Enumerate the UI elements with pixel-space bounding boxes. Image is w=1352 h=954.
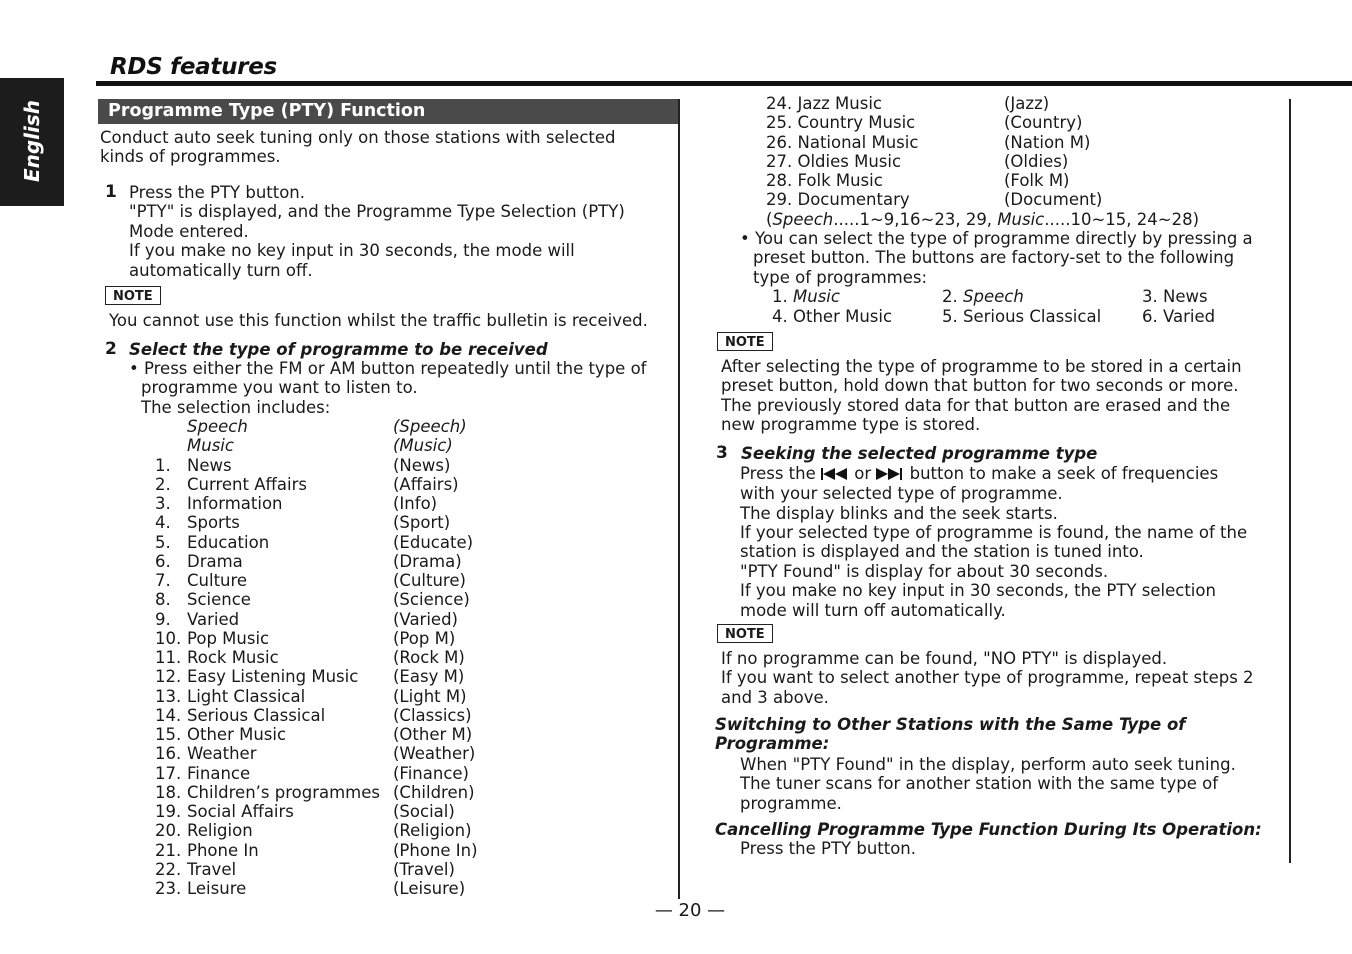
programme-number: 15. <box>155 725 182 744</box>
intro-text: Conduct auto seek tuning only on those stations with selected kinds of programmes. <box>100 128 616 167</box>
programme-abbreviation: (Phone In) <box>393 840 478 860</box>
programme-number: 8. <box>155 590 171 610</box>
programme-name: 25. Country Music <box>766 113 916 133</box>
programme-list-item <box>155 860 515 879</box>
programme-number: 5. <box>155 532 171 552</box>
programme-abbreviation: (Rock M) <box>393 648 465 667</box>
programme-abbreviation: (Travel) <box>393 859 455 879</box>
programme-abbreviation: (Religion) <box>393 821 472 841</box>
note-1-text: You cannot use this function whilst the traffic bulletin is received. <box>109 311 648 330</box>
programme-name: Travel <box>187 859 237 879</box>
next-track-icon <box>876 465 904 484</box>
programme-abbreviation: (Jazz) <box>1004 94 1050 113</box>
right-margin-rule <box>1289 99 1291 863</box>
note-badge-2: NOTE <box>717 332 773 351</box>
programme-abbreviation: (Nation M) <box>1004 132 1091 152</box>
programme-abbreviation: (Social) <box>393 802 455 821</box>
programme-abbreviation: (Science) <box>393 590 470 610</box>
programme-abbreviation: (Info) <box>393 494 438 513</box>
programme-abbreviation: (Light M) <box>393 686 467 706</box>
programme-name: Varied <box>187 609 240 629</box>
programme-abbreviation: (Other M) <box>393 725 473 744</box>
programme-number: 23. <box>155 879 182 898</box>
programme-name: Sports <box>187 513 240 533</box>
programme-list-item <box>155 783 515 802</box>
programme-list-item <box>155 821 515 840</box>
programme-list-item <box>155 417 515 436</box>
programme-name: Weather <box>187 744 257 764</box>
page-number: — 20 — <box>654 900 726 921</box>
programme-name: 26. National Music <box>766 132 919 152</box>
preset-item <box>772 307 892 326</box>
preset-label: Serious Classical <box>963 307 1102 326</box>
note-2-text: After selecting the type of programme to be stored in a certain preset button, hold down that button for two seconds or more. The previously stored data for that button are erased and the new programme type is stored. <box>721 357 1242 435</box>
cancelling-text: Press the PTY button. <box>740 839 917 858</box>
programme-list-item <box>155 879 515 898</box>
programme-abbreviation: (Pop M) <box>393 628 456 648</box>
programme-list-item <box>155 764 515 783</box>
programme-number: 3. <box>155 494 171 513</box>
column-divider <box>678 99 680 899</box>
programme-abbreviation: (Speech) <box>393 417 467 436</box>
programme-number: 7. <box>155 571 171 590</box>
programme-abbreviation: (News) <box>393 455 451 475</box>
programme-list-item <box>155 744 515 763</box>
programme-list-item <box>155 552 515 571</box>
preset-number: 4. <box>772 307 793 326</box>
programme-number: 9. <box>155 609 171 629</box>
programme-abbreviation: (Sport) <box>393 513 451 533</box>
programme-list-item <box>766 171 1126 190</box>
programme-name: Easy Listening Music <box>187 667 359 687</box>
programme-name: Culture <box>187 571 248 590</box>
programme-list-item <box>155 841 515 860</box>
programme-name: Leisure <box>187 879 247 898</box>
programme-abbreviation: (Finance) <box>393 763 469 783</box>
programme-list-item <box>155 571 515 590</box>
preset-label: Music <box>793 287 840 306</box>
note-badge-3: NOTE <box>717 624 773 643</box>
programme-name: Phone In <box>187 840 259 860</box>
programme-abbreviation: (Country) <box>1004 113 1083 133</box>
programme-number: 12. <box>155 667 182 687</box>
programme-list-item <box>766 113 1126 132</box>
programme-abbreviation: (Classics) <box>393 705 472 725</box>
programme-list-item <box>766 190 1126 209</box>
preset-row <box>772 307 1252 327</box>
step-3-number: 3 <box>716 443 728 463</box>
programme-list-item <box>155 610 515 629</box>
programme-number: 14. <box>155 705 182 725</box>
programme-list-item <box>766 133 1126 152</box>
programme-abbreviation: (Children) <box>393 782 475 802</box>
programme-name: 29. Documentary <box>766 190 910 210</box>
preset-number: 6. <box>1142 307 1163 326</box>
preset-label: Varied <box>1163 307 1216 326</box>
programme-abbreviation: (Drama) <box>393 551 462 571</box>
programme-list-item <box>155 667 515 686</box>
step-3-heading: Seeking the selected programme type <box>741 444 1098 463</box>
programme-list-item <box>155 648 515 667</box>
programme-name: Music <box>187 436 234 456</box>
preset-item <box>1142 307 1215 326</box>
programme-list-item <box>766 152 1126 171</box>
note-3-text: If no programme can be found, "NO PTY" is displayed. If you want to select another type of programme, repeat steps 2 and 3 above. <box>721 649 1254 707</box>
programme-abbreviation: (Leisure) <box>393 879 466 898</box>
step-1-text: Press the PTY button. "PTY" is displayed, and the Programme Type Selection (PTY) Mode entered. If you make no key input in 30 seconds, the mode will automatically turn off. <box>129 183 625 280</box>
programme-name: Speech <box>187 417 248 436</box>
preset-item <box>942 307 1101 326</box>
programme-type-list <box>155 417 515 898</box>
step-2-number: 2 <box>105 339 117 359</box>
cancelling-heading: Cancelling Programme Type Function During Its Operation: <box>715 820 1262 839</box>
step-3-text: Press the or button to make a seek of frequencies with your selected type of programme. The display blinks and the seek starts. If your selected type of programme is found, the name of the station is displayed and the station is tuned into. "PTY Found" is display for about 30 seconds. If you make no key input in 30 seconds, the PTY selection mode will turn off automatically. <box>740 464 1248 620</box>
programme-number: 21. <box>155 840 182 860</box>
programme-name: Drama <box>187 551 243 571</box>
programme-number: 17. <box>155 763 182 783</box>
programme-abbreviation: (Document) <box>1004 190 1103 210</box>
programme-name: Science <box>187 590 251 610</box>
page-title: RDS features <box>110 54 277 80</box>
switching-text: When "PTY Found" in the display, perform auto seek tuning. The tuner scans for another station with the same type of programme. <box>740 755 1236 813</box>
programme-number: 10. <box>155 628 182 648</box>
programme-list-item <box>155 725 515 744</box>
programme-list-item <box>155 802 515 821</box>
preset-label: Other Music <box>793 307 893 326</box>
programme-name: Serious Classical <box>187 705 326 725</box>
preset-bullet: • You can select the type of programme directly by pressing a preset button. The buttons are factory-set to the following type of programmes: <box>740 229 1253 287</box>
programme-abbreviation: (Affairs) <box>393 474 459 494</box>
programme-name: Finance <box>187 763 251 783</box>
step-2-heading: Select the type of programme to be received <box>129 340 548 359</box>
programme-number: 19. <box>155 802 182 821</box>
programme-name: Light Classical <box>187 686 306 706</box>
programme-number: 13. <box>155 686 182 706</box>
preset-label: News <box>1163 287 1208 306</box>
preset-list <box>772 287 1252 327</box>
programme-name: Social Affairs <box>187 802 294 821</box>
programme-number: 20. <box>155 821 182 841</box>
preset-row <box>772 287 1252 307</box>
programme-list-item <box>155 494 515 513</box>
programme-abbreviation: (Varied) <box>393 609 458 629</box>
preset-number: 2. <box>942 287 963 306</box>
programme-list-item <box>155 590 515 609</box>
programme-name: Information <box>187 494 283 513</box>
section-heading: Programme Type (PTY) Function <box>98 99 678 124</box>
programme-abbreviation: (Weather) <box>393 744 476 764</box>
preset-label: Speech <box>963 287 1024 306</box>
programme-abbreviation: (Music) <box>393 436 453 456</box>
programme-name: Pop Music <box>187 628 270 648</box>
programme-name: Education <box>187 532 270 552</box>
programme-number: 22. <box>155 859 182 879</box>
preset-item <box>1142 287 1208 306</box>
speech-music-range: (Speech.....1~9,16~23, 29, Music.....10~15, 24~28) <box>766 210 1200 229</box>
programme-name: Children’s programmes <box>187 782 380 802</box>
note-badge-1: NOTE <box>105 286 161 305</box>
programme-list-item <box>155 513 515 532</box>
programme-name: 28. Folk Music <box>766 171 883 190</box>
programme-list-item <box>155 629 515 648</box>
preset-number: 3. <box>1142 287 1163 306</box>
programme-list-item <box>155 456 515 475</box>
previous-track-icon <box>821 465 849 484</box>
preset-item <box>772 287 840 306</box>
language-tab-label: English <box>20 99 44 183</box>
programme-abbreviation: (Oldies) <box>1004 151 1069 171</box>
programme-list-item <box>155 436 515 455</box>
programme-list-item <box>155 706 515 725</box>
programme-number: 6. <box>155 551 171 571</box>
programme-name: Rock Music <box>187 648 279 667</box>
programme-name: Other Music <box>187 725 287 744</box>
programme-name: Current Affairs <box>187 474 307 494</box>
step-1-number: 1 <box>105 182 117 202</box>
title-rule <box>96 81 1352 86</box>
programme-abbreviation: (Culture) <box>393 571 466 590</box>
programme-abbreviation: (Easy M) <box>393 667 465 687</box>
programme-number: 4. <box>155 513 171 533</box>
programme-list-item <box>155 533 515 552</box>
preset-number: 5. <box>942 307 963 326</box>
programme-list-item <box>766 94 1126 113</box>
programme-name: News <box>187 455 232 475</box>
programme-number: 18. <box>155 782 182 802</box>
step-2-bullet: • Press either the FM or AM button repeatedly until the type of programme you want to listen to. The selection includes: <box>129 359 647 417</box>
programme-number: 1. <box>155 455 171 475</box>
programme-name: Religion <box>187 821 253 841</box>
programme-number: 2. <box>155 474 171 494</box>
programme-type-list-continued <box>766 94 1126 210</box>
switching-heading: Switching to Other Stations with the Same Type of Programme: <box>715 715 1186 754</box>
programme-number: 11. <box>155 648 182 667</box>
programme-list-item <box>155 475 515 494</box>
programme-abbreviation: (Educate) <box>393 532 474 552</box>
programme-number: 16. <box>155 744 182 764</box>
programme-name: 27. Oldies Music <box>766 151 902 171</box>
programme-list-item <box>155 687 515 706</box>
programme-name: 24. Jazz Music <box>766 94 882 113</box>
programme-abbreviation: (Folk M) <box>1004 171 1070 190</box>
preset-item <box>942 287 1024 306</box>
preset-number: 1. <box>772 287 793 306</box>
